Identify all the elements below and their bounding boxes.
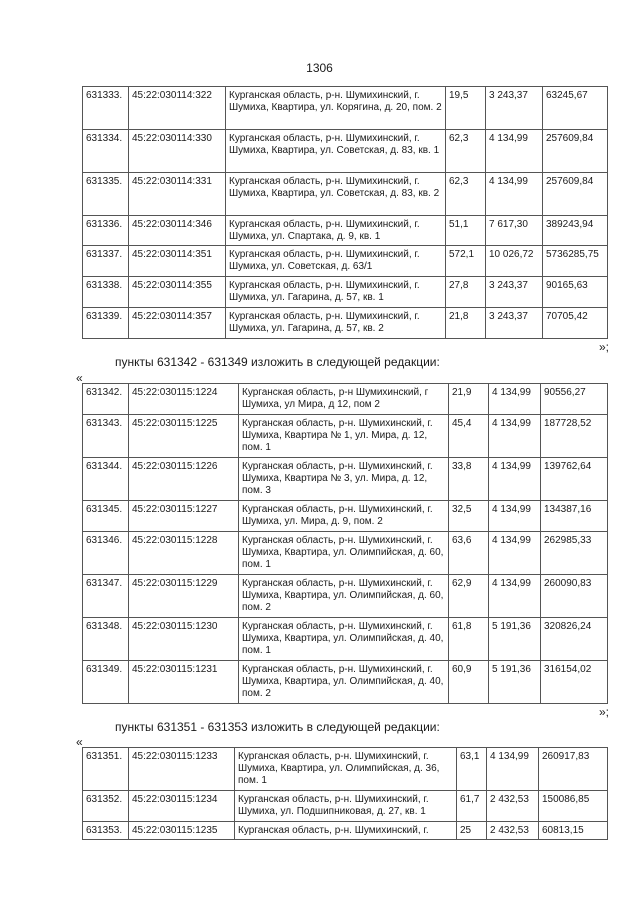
table-row — [83, 216, 608, 246]
table-row — [83, 748, 608, 791]
value-cell: 187728,52 — [541, 415, 608, 458]
cadastral-number-cell: 45:22:030115:1231 — [129, 661, 239, 704]
value-cell: 150086,85 — [539, 791, 608, 822]
area-cell: 572,1 — [446, 246, 486, 277]
table-row — [83, 277, 608, 308]
value-cell: 90165,63 — [543, 277, 608, 308]
address-cell: Курганская область, р-н. Шумихинский, г. Шумиха, Квартира, ул. Олимпийская, д. 40, пом. 1 — [239, 618, 449, 661]
table-row — [83, 532, 608, 575]
value-cell: 260917,83 — [539, 748, 608, 791]
row-number-cell: 631342. — [83, 384, 129, 415]
table-row — [83, 618, 608, 661]
value-cell: 389243,94 — [543, 216, 608, 246]
rate-cell: 2 432,53 — [487, 822, 539, 840]
cadastral-number-cell: 45:22:030114:330 — [129, 130, 226, 173]
rate-cell: 4 134,99 — [489, 384, 541, 415]
cadastral-number-cell: 45:22:030115:1233 — [129, 748, 235, 791]
cadastral-number-cell: 45:22:030115:1234 — [129, 791, 235, 822]
row-number-cell: 631343. — [83, 415, 129, 458]
address-cell: Курганская область, р-н. Шумихинский, г. Шумиха, Квартира, ул. Корягина, д. 20, пом. 2 — [226, 87, 446, 130]
row-number-cell: 631336. — [83, 216, 129, 246]
rate-cell: 3 243,37 — [486, 277, 543, 308]
row-number-cell: 631348. — [83, 618, 129, 661]
value-cell: 5736285,75 — [543, 246, 608, 277]
rate-cell: 4 134,99 — [486, 173, 543, 216]
row-number-cell: 631335. — [83, 173, 129, 216]
amendment-instruction: пункты 631342 - 631349 изложить в следующей редакции: — [115, 355, 440, 369]
row-number-cell: 631347. — [83, 575, 129, 618]
table-row — [83, 173, 608, 216]
table-row — [83, 415, 608, 458]
table-row — [83, 791, 608, 822]
area-cell: 25 — [457, 822, 487, 840]
area-cell: 62,3 — [446, 173, 486, 216]
area-cell: 45,4 — [449, 415, 489, 458]
cadastral-number-cell: 45:22:030114:322 — [129, 87, 226, 130]
row-number-cell: 631344. — [83, 458, 129, 501]
value-cell: 139762,64 — [541, 458, 608, 501]
rate-cell: 3 243,37 — [486, 308, 543, 339]
address-cell: Курганская область, р-н. Шумихинский, г. Шумиха, ул. Подшипниковая, д. 27, кв. 1 — [235, 791, 457, 822]
table-row — [83, 87, 608, 130]
rate-cell: 7 617,30 — [486, 216, 543, 246]
value-cell: 260090,83 — [541, 575, 608, 618]
value-cell: 320826,24 — [541, 618, 608, 661]
cadastral-table-1 — [82, 86, 608, 339]
area-cell: 60,9 — [449, 661, 489, 704]
rate-cell: 5 191,36 — [489, 618, 541, 661]
cadastral-number-cell: 45:22:030115:1226 — [129, 458, 239, 501]
table-row — [83, 501, 608, 532]
rate-cell: 3 243,37 — [486, 87, 543, 130]
value-cell: 63245,67 — [543, 87, 608, 130]
cadastral-table-3 — [82, 747, 608, 840]
cadastral-number-cell: 45:22:030115:1235 — [129, 822, 235, 840]
rate-cell: 4 134,99 — [489, 501, 541, 532]
row-number-cell: 631346. — [83, 532, 129, 575]
rate-cell: 4 134,99 — [486, 130, 543, 173]
address-cell: Курганская область, р-н. Шумихинский, г. Шумиха, Квартира, ул. Олимпийская, д. 36, пом. 1 — [235, 748, 457, 791]
area-cell: 32,5 — [449, 501, 489, 532]
area-cell: 62,3 — [446, 130, 486, 173]
table-row — [83, 246, 608, 277]
row-number-cell: 631353. — [83, 822, 129, 840]
address-cell: Курганская область, р-н. Шумихинский, г. Шумиха, Квартира, ул. Советская, д. 83, кв. 2 — [226, 173, 446, 216]
cadastral-number-cell: 45:22:030114:355 — [129, 277, 226, 308]
opening-quote: « — [76, 735, 83, 749]
cadastral-number-cell: 45:22:030115:1229 — [129, 575, 239, 618]
address-cell: Курганская область, р-н. Шумихинский, г. Шумиха, Квартира, ул. Олимпийская, д. 60, пом. 1 — [239, 532, 449, 575]
row-number-cell: 631349. — [83, 661, 129, 704]
rate-cell: 4 134,99 — [489, 575, 541, 618]
cadastral-number-cell: 45:22:030115:1224 — [129, 384, 239, 415]
rate-cell: 4 134,99 — [489, 458, 541, 501]
area-cell: 62,9 — [449, 575, 489, 618]
area-cell: 27,8 — [446, 277, 486, 308]
value-cell: 257609,84 — [543, 173, 608, 216]
page-number: 1306 — [306, 61, 333, 75]
area-cell: 63,1 — [457, 748, 487, 791]
area-cell: 63,6 — [449, 532, 489, 575]
cadastral-number-cell: 45:22:030114:346 — [129, 216, 226, 246]
row-number-cell: 631334. — [83, 130, 129, 173]
address-cell: Курганская область, р-н. Шумихинский, г. Шумиха, Квартира № 3, ул. Мира, д. 12, пом. 3 — [239, 458, 449, 501]
address-cell: Курганская область, р-н. Шумихинский, г. Шумиха, Квартира, ул. Олимпийская, д. 60, пом. 2 — [239, 575, 449, 618]
area-cell: 51,1 — [446, 216, 486, 246]
value-cell: 316154,02 — [541, 661, 608, 704]
row-number-cell: 631345. — [83, 501, 129, 532]
address-cell: Курганская область, р-н. Шумихинский, г. — [235, 822, 457, 840]
rate-cell: 4 134,99 — [489, 415, 541, 458]
value-cell: 262985,33 — [541, 532, 608, 575]
address-cell: Курганская область, р-н. Шумихинский, г. Шумиха, Квартира, ул. Советская, д. 83, кв. 1 — [226, 130, 446, 173]
row-number-cell: 631352. — [83, 791, 129, 822]
cadastral-number-cell: 45:22:030115:1230 — [129, 618, 239, 661]
address-cell: Курганская область, р-н. Шумихинский, г. Шумиха, ул. Советская, д. 63/1 — [226, 246, 446, 277]
area-cell: 33,8 — [449, 458, 489, 501]
table-row — [83, 575, 608, 618]
value-cell: 60813,15 — [539, 822, 608, 840]
rate-cell: 5 191,36 — [489, 661, 541, 704]
table-row — [83, 384, 608, 415]
table-row — [83, 458, 608, 501]
amendment-instruction: пункты 631351 - 631353 изложить в следующей редакции: — [115, 720, 440, 734]
area-cell: 61,7 — [457, 791, 487, 822]
address-cell: Курганская область, р-н. Шумихинский, г. Шумиха, ул. Спартака, д. 9, кв. 1 — [226, 216, 446, 246]
value-cell: 70705,42 — [543, 308, 608, 339]
area-cell: 21,9 — [449, 384, 489, 415]
address-cell: Курганская область, р-н. Шумихинский, г. Шумиха, Квартира № 1, ул. Мира, д. 12, пом. 1 — [239, 415, 449, 458]
area-cell: 19,5 — [446, 87, 486, 130]
address-cell: Курганская область, р-н Шумихинский, г Шумиха, ул Мира, д 12, пом 2 — [239, 384, 449, 415]
value-cell: 134387,16 — [541, 501, 608, 532]
cadastral-number-cell: 45:22:030114:331 — [129, 173, 226, 216]
cadastral-table-2 — [82, 383, 608, 704]
row-number-cell: 631351. — [83, 748, 129, 791]
rate-cell: 10 026,72 — [486, 246, 543, 277]
address-cell: Курганская область, р-н. Шумихинский, г. Шумиха, Квартира, ул. Олимпийская, д. 40, пом. 2 — [239, 661, 449, 704]
row-number-cell: 631337. — [83, 246, 129, 277]
cadastral-number-cell: 45:22:030115:1228 — [129, 532, 239, 575]
row-number-cell: 631339. — [83, 308, 129, 339]
cadastral-number-cell: 45:22:030115:1225 — [129, 415, 239, 458]
closing-quote: »; — [598, 705, 609, 719]
address-cell: Курганская область, р-н. Шумихинский, г. Шумиха, ул. Гагарина, д. 57, кв. 1 — [226, 277, 446, 308]
value-cell: 257609,84 — [543, 130, 608, 173]
cadastral-number-cell: 45:22:030115:1227 — [129, 501, 239, 532]
address-cell: Курганская область, р-н. Шумихинский, г. Шумиха, ул. Мира, д. 9, пом. 2 — [239, 501, 449, 532]
table-row — [83, 822, 608, 840]
cadastral-number-cell: 45:22:030114:357 — [129, 308, 226, 339]
rate-cell: 4 134,99 — [489, 532, 541, 575]
area-cell: 61,8 — [449, 618, 489, 661]
table-row — [83, 130, 608, 173]
address-cell: Курганская область, р-н. Шумихинский, г. Шумиха, ул. Гагарина, д. 57, кв. 2 — [226, 308, 446, 339]
cadastral-number-cell: 45:22:030114:351 — [129, 246, 226, 277]
opening-quote: « — [76, 371, 83, 385]
closing-quote: »; — [598, 340, 609, 354]
value-cell: 90556,27 — [541, 384, 608, 415]
table-row — [83, 308, 608, 339]
table-row — [83, 661, 608, 704]
area-cell: 21,8 — [446, 308, 486, 339]
row-number-cell: 631338. — [83, 277, 129, 308]
rate-cell: 2 432,53 — [487, 791, 539, 822]
row-number-cell: 631333. — [83, 87, 129, 130]
rate-cell: 4 134,99 — [487, 748, 539, 791]
